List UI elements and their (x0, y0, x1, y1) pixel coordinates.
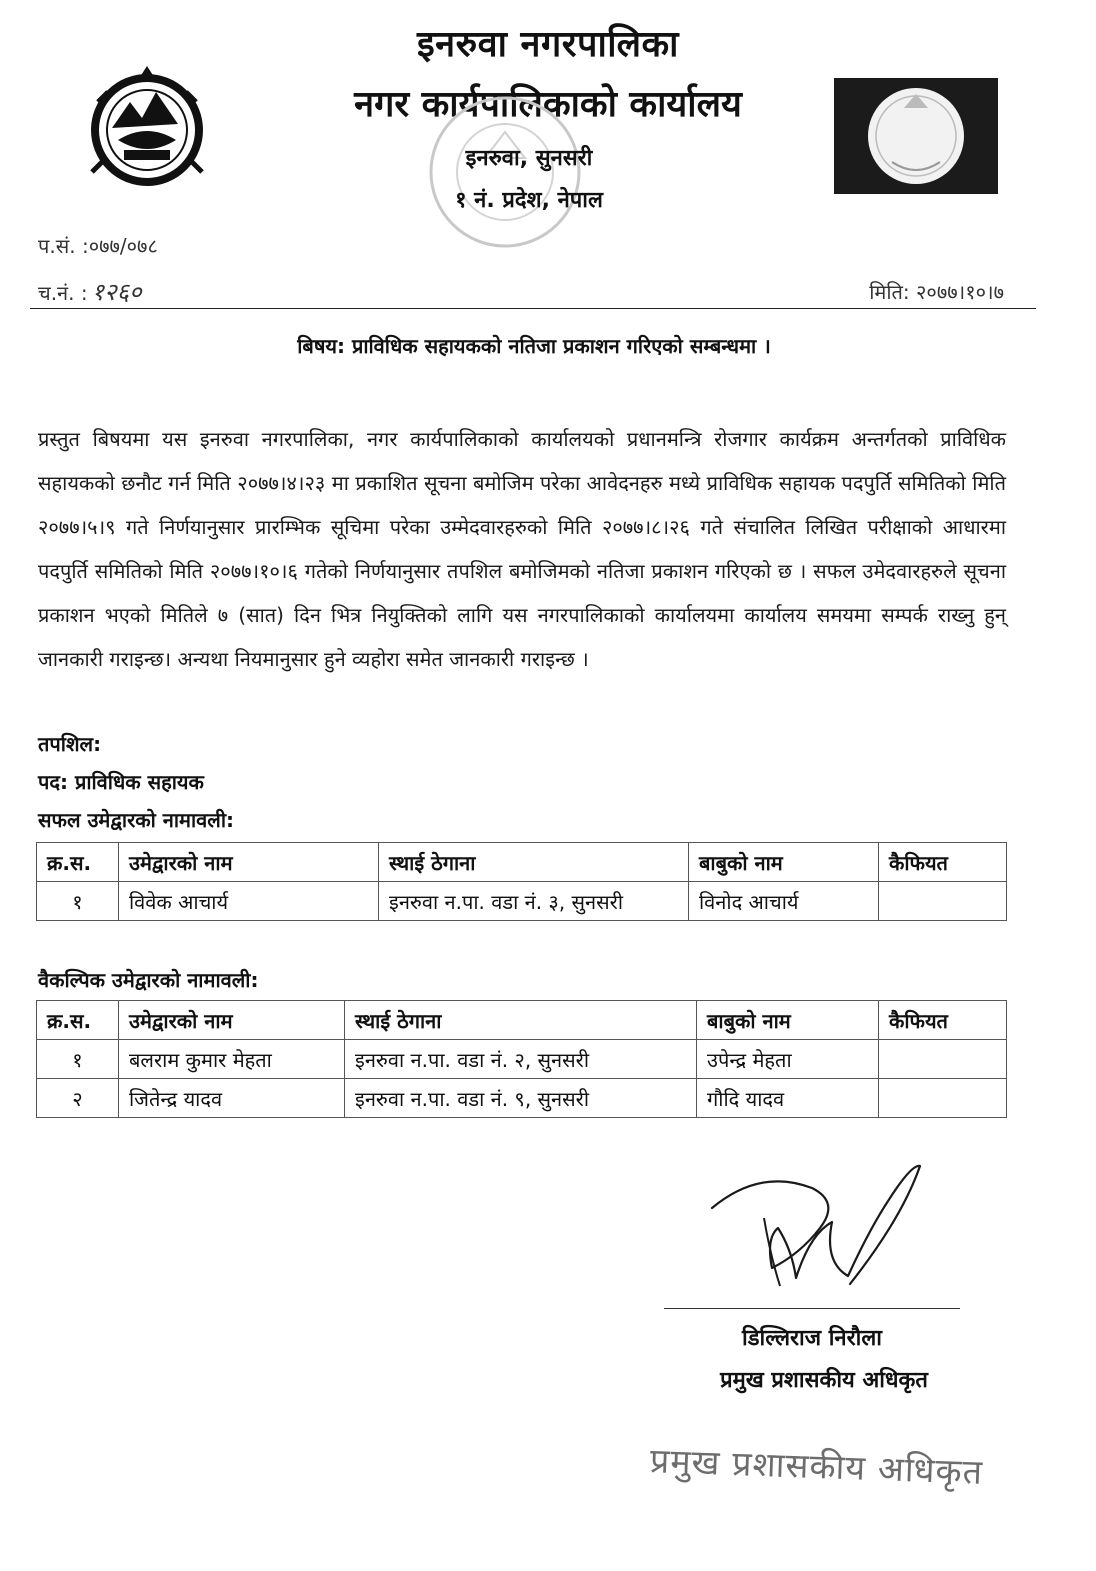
header-address: स्थाई ठेगाना (345, 1001, 697, 1040)
table-row (37, 1079, 1007, 1118)
cell-remarks (879, 1079, 1007, 1118)
reference-ps (38, 232, 158, 259)
office-seal-icon (834, 78, 998, 194)
header-sn: क्र.स. (37, 843, 119, 882)
cn-label: च.नं. : (38, 281, 88, 305)
header-remarks: कैफियत (879, 843, 1007, 882)
table-row (37, 1040, 1007, 1079)
header-name: उमेद्वारको नाम (119, 843, 379, 882)
date-value: २०७७।१०।७ (916, 280, 1004, 304)
cell-address: इनरुवा न.पा. वडा नं. ९, सुनसरी (345, 1079, 697, 1118)
successful-list-label: सफल उमेद्वारको नामावली: (38, 808, 235, 832)
reference-cn (38, 275, 142, 308)
header-father: बाबुको नाम (689, 843, 879, 882)
cell-address: इनरुवा न.पा. वडा नं. ३, सुनसरी (379, 882, 689, 921)
header-sn: क्र.स. (37, 1001, 119, 1040)
signature-line (664, 1308, 960, 1309)
table-header-row (37, 843, 1007, 882)
signer-title: प्रमुख प्रशासकीय अधिकृत (720, 1368, 928, 1393)
header-remarks: कैफियत (879, 1001, 1007, 1040)
cell-sn: १ (37, 1040, 119, 1079)
cell-remarks (879, 882, 1007, 921)
header-address: स्थाई ठेगाना (379, 843, 689, 882)
alternate-candidates-table (36, 1000, 1007, 1118)
address-line-1: इनरुवा, सुनसरी (465, 146, 593, 171)
date-label: मिति: (869, 280, 910, 304)
table-row (37, 882, 1007, 921)
post-label: पद: प्राविधिक सहायक (38, 770, 204, 794)
cell-sn: १ (37, 882, 119, 921)
municipality-name: इनरुवा नगरपालिका (416, 24, 679, 65)
office-name: नगर कार्यपालिकाको कार्यालय (354, 84, 742, 125)
header-divider (30, 308, 1036, 309)
header-father: बाबुको नाम (697, 1001, 879, 1040)
cell-name: विवेक आचार्य (119, 882, 379, 921)
details-label: तपशिल: (38, 732, 102, 756)
cn-value: १२६० (91, 278, 142, 306)
cell-father: उपेन्द्र मेहता (697, 1040, 879, 1079)
ps-value: ०७७/०७८ (88, 234, 158, 258)
cell-address: इनरुवा न.पा. वडा नं. २, सुनसरी (345, 1040, 697, 1079)
successful-candidates-table (36, 842, 1007, 921)
cell-remarks (879, 1040, 1007, 1079)
address-line-2: १ नं. प्रदेश, नेपाल (455, 188, 603, 213)
cell-father: विनोद आचार्य (689, 882, 879, 921)
faint-office-seal-icon (415, 88, 595, 256)
cell-name: बलराम कुमार मेहता (119, 1040, 345, 1079)
subject-line: बिषय: प्राविधिक सहायकको नतिजा प्रकाशन गरिएको सम्बन्धमा । (297, 334, 771, 358)
ps-label: प.सं. : (38, 234, 89, 258)
table-header-row (37, 1001, 1007, 1040)
handwritten-signature-icon (700, 1158, 940, 1298)
document-date (869, 278, 1004, 305)
header-name: उमेद्वारको नाम (119, 1001, 345, 1040)
cell-name: जितेन्द्र यादव (119, 1079, 345, 1118)
cell-father: गौदि यादव (697, 1079, 879, 1118)
signer-name: डिल्लिराज निरौला (742, 1326, 882, 1351)
body-paragraph: प्रस्तुत बिषयमा यस इनरुवा नगरपालिका, नगर कार्यपालिकाको कार्यालयको प्रधानमन्त्रि रोजगार कार्यक्रम अन्तर्गतको प्राविधिक सहायकको छनौट गर्न मिति २०७७।४।२३ मा प्रकाशित सूचना बमोजिम परेका आवेदनहरु मध्ये प्राविधिक सहायक पदपुर्ति समितिको मिति २०७७।५।९ गते निर्णयानुसार प्रारम्भिक सूचिमा परेका उम्मेदवारहरुको मिति २०७७।८।२६ गते संचालित लिखित परीक्षाको आधारमा पदपुर्ति समितिको मिति २०७७।१०।६ गतेको निर्णयानुसार तपशिल बमोजिमको नतिजा प्रकाशन गरिएको छ । सफल उमेदवारहरुले सूचना प्रकाशन भएको मितिले ७ (सात) दिन भित्र नियुक्तिको लागि यस नगरपालिकाको कार्यालयमा कार्यालय समयमा सम्पर्क राख्नु हुन् जानकारी गराइन्छ। अन्यथा नियमानुसार हुने व्यहोरा समेत जानकारी गराइन्छ । (38, 427, 1006, 671)
designation-stamp: प्रमुख प्रशासकीय अधिकृत (649, 1441, 984, 1493)
alternate-list-label: वैकल्पिक उमेद्वारको नामावली: (38, 968, 259, 992)
cell-sn: २ (37, 1079, 119, 1118)
